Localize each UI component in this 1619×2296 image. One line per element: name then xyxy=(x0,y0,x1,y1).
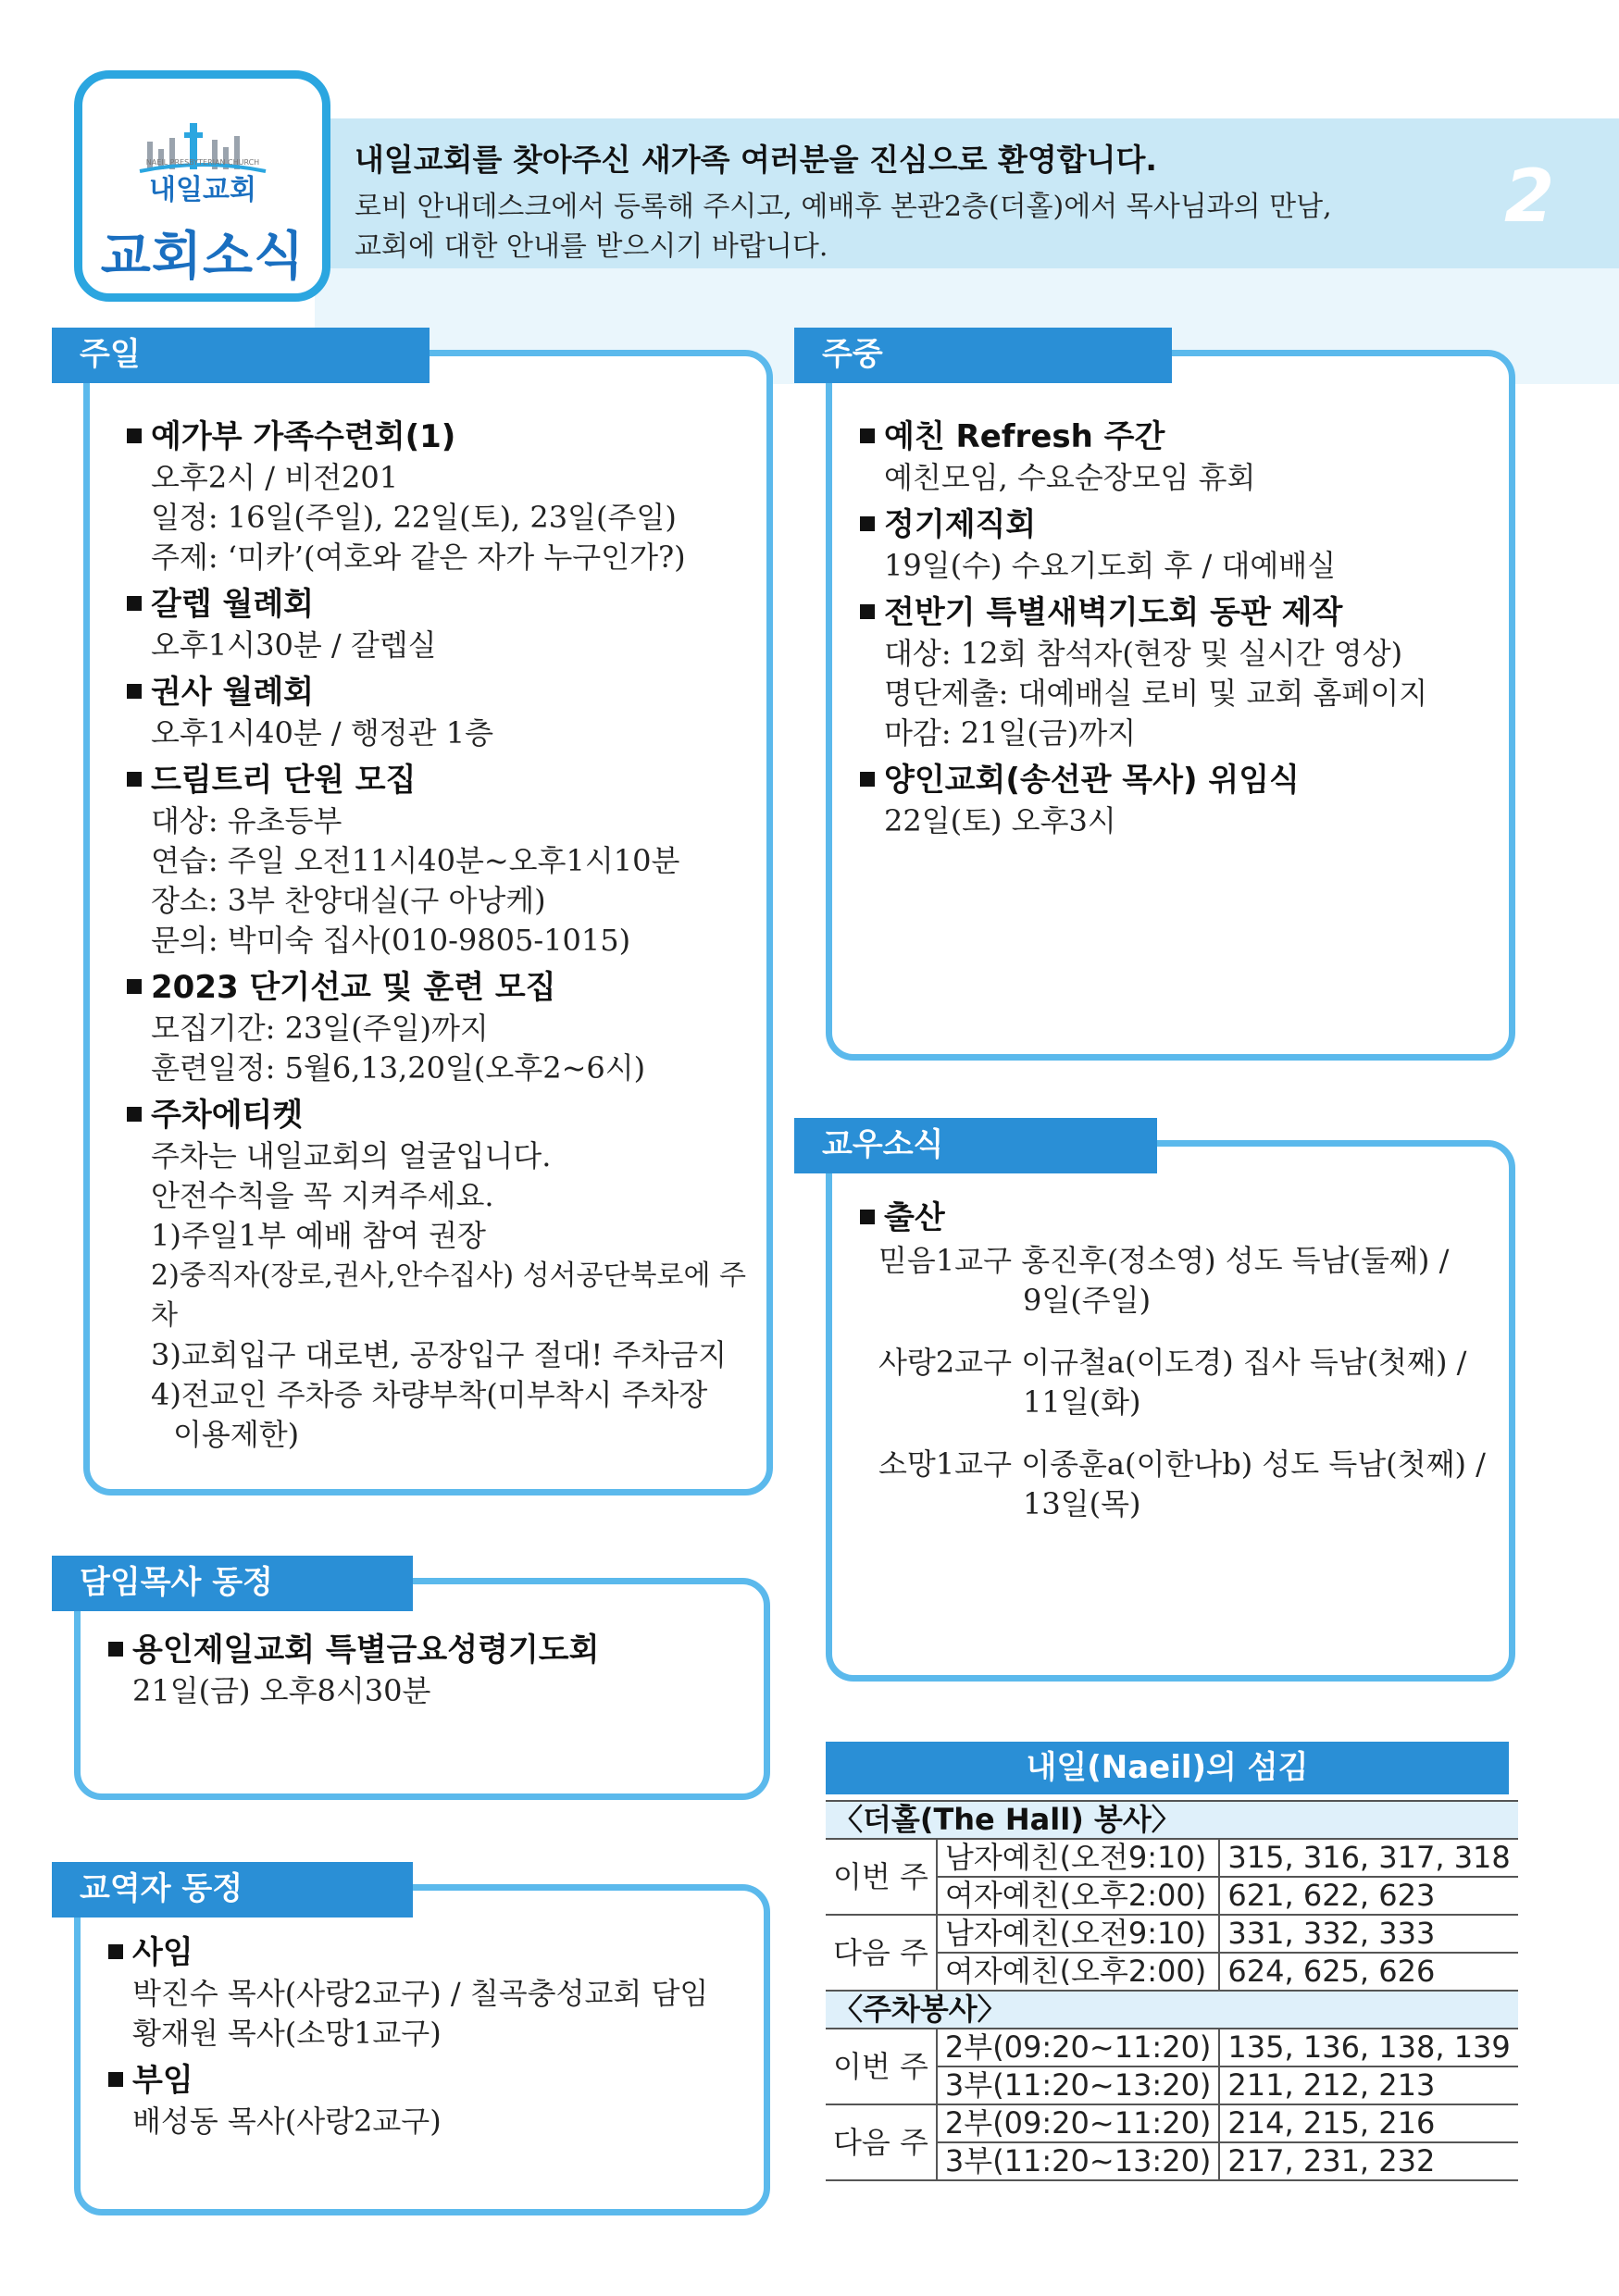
numbers-cell: 315, 316, 317, 318 xyxy=(1219,1839,1517,1877)
item-title: 갈렙 월례회 xyxy=(151,586,315,623)
staff-list xyxy=(108,1926,756,2141)
item-line: 이용제한) xyxy=(173,1417,300,1452)
numbers-cell: 624, 625, 626 xyxy=(1219,1953,1517,1991)
item-line: 훈련일정: 5월6,13,20일(오후2~6시) xyxy=(151,1050,646,1086)
item-line: 일정: 16일(주일), 22일(토), 23일(주일) xyxy=(151,500,677,535)
item-title: 예가부 가족수련회(1) xyxy=(151,418,456,455)
welcome-text-1: 로비 안내데스크에서 등록해 주시고, 예배후 본관2층(더홀)에서 목사님과의 만남, xyxy=(355,191,1332,223)
item-title: 주차에티켓 xyxy=(151,1097,304,1134)
slot-cell: 여자예친(오후2:00) xyxy=(937,1953,1220,1991)
tab-weekday: 주중 xyxy=(794,328,1172,383)
list-item xyxy=(860,503,1499,586)
welcome-heading: 내일교회를 찾아주신 새가족 여러분을 진심으로 환영합니다. xyxy=(355,142,1157,178)
list-item xyxy=(127,416,756,577)
slot-cell: 3부(11:20~13:20) xyxy=(937,2066,1220,2104)
slot-cell: 남자예친(오전9:10) xyxy=(937,1915,1220,1953)
sunday-list xyxy=(127,410,756,1455)
item-line: 4)전교인 주차증 차량부착(미부착시 주차장 xyxy=(151,1377,708,1412)
item-line: 명단제출: 대예배실 로비 및 교회 홈페이지 xyxy=(884,676,1428,711)
table-row xyxy=(826,1801,1518,1839)
item-title: 정기제직회 xyxy=(884,506,1037,543)
numbers-cell: 621, 622, 623 xyxy=(1219,1877,1517,1915)
item-title: 양인교회(송선관 목사) 위임식 xyxy=(884,762,1300,799)
birth-text: 이종훈a(이한나b) 성도 득남(첫째) / xyxy=(1021,1446,1486,1482)
hall-service-label: 〈더홀(The Hall) 봉사〉 xyxy=(826,1801,1518,1839)
list-item xyxy=(860,416,1499,498)
week-cell: 이번 주 xyxy=(826,1839,937,1915)
table-row xyxy=(826,1839,1518,1877)
week-cell: 이번 주 xyxy=(826,2029,937,2104)
item-title: 부임 xyxy=(132,2062,193,2099)
logo-name: 내일교회 xyxy=(149,174,256,206)
numbers-cell: 331, 332, 333 xyxy=(1219,1915,1517,1953)
page-title: 교회소식 xyxy=(100,227,305,287)
staff-box xyxy=(74,1884,770,2215)
district: 소망1교구 xyxy=(878,1446,1013,1482)
numbers-cell: 135, 136, 138, 139 xyxy=(1219,2029,1517,2066)
table-row xyxy=(826,1915,1518,1953)
item-title: 용인제일교회 특별금요성령기도회 xyxy=(132,1632,600,1669)
tab-staff: 교역자 동정 xyxy=(52,1862,413,1917)
item-title: 출산 xyxy=(884,1199,945,1236)
list-item xyxy=(127,759,756,961)
list-item xyxy=(127,1094,756,1455)
birth-text: 이규철a(이도경) 집사 득남(첫째) / xyxy=(1021,1345,1467,1380)
item-title: 예친 Refresh 주간 xyxy=(884,418,1165,455)
logo-subtitle: NAEIL PRESBYTERIAN CHURCH xyxy=(145,158,260,167)
pastor-box xyxy=(74,1578,770,1800)
item-line: 마감: 21일(금)까지 xyxy=(884,715,1137,751)
week-cell: 다음 주 xyxy=(826,1915,937,1991)
members-list xyxy=(860,1191,1499,1524)
list-item xyxy=(860,1445,1499,1524)
item-line: 문의: 박미숙 집사(010-9805-1015) xyxy=(151,923,631,958)
item-line: 대상: 유초등부 xyxy=(151,803,342,838)
item-line: 1)주일1부 예배 참여 권장 xyxy=(151,1218,486,1253)
item-line: 2)중직자(장로,권사,안수집사) 성서공단북로에 주차 xyxy=(151,1260,746,1332)
district: 사랑2교구 xyxy=(878,1345,1013,1380)
item-line: 22일(토) 오후3시 xyxy=(884,803,1116,838)
list-item xyxy=(860,1343,1499,1422)
item-line: 오후1시30분 / 갈렙실 xyxy=(151,627,437,663)
item-title: 권사 월례회 xyxy=(151,674,315,711)
item-title: 사임 xyxy=(132,1934,193,1971)
tab-sunday: 주일 xyxy=(52,328,430,383)
week-cell: 다음 주 xyxy=(826,2104,937,2180)
item-line: 황재원 목사(소망1교구) xyxy=(132,2016,442,2051)
list-item xyxy=(860,591,1499,753)
item-line: 21일(금) 오후8시30분 xyxy=(132,1673,431,1708)
table-row xyxy=(826,2104,1518,2142)
numbers-cell: 211, 212, 213 xyxy=(1219,2066,1517,2104)
members-box xyxy=(826,1140,1515,1682)
item-line: 오후1시40분 / 행정관 1층 xyxy=(151,715,494,751)
list-item xyxy=(108,1931,756,2054)
tab-pastor: 담임목사 동정 xyxy=(52,1556,413,1611)
list-item xyxy=(127,671,756,753)
item-title: 전반기 특별새벽기도회 동판 제작 xyxy=(884,594,1343,631)
item-line: 장소: 3부 찬양대실(구 아낭케) xyxy=(151,883,546,918)
birth-date: 11일(화) xyxy=(1023,1384,1141,1420)
welcome-text-2: 교회에 대한 안내를 받으시기 바랍니다. xyxy=(355,230,828,263)
item-line: 오후2시 / 비전201 xyxy=(151,460,399,495)
birth-text: 홍진후(정소영) 성도 득남(둘째) / xyxy=(1021,1243,1450,1278)
list-item xyxy=(108,2059,756,2141)
list-item xyxy=(860,1241,1499,1321)
sunday-box xyxy=(83,350,773,1496)
list-item xyxy=(127,583,756,665)
numbers-cell: 217, 231, 232 xyxy=(1219,2142,1517,2180)
parking-service-label: 〈주차봉사〉 xyxy=(826,1991,1518,2029)
item-line: 주제: ‘미카’(여호와 같은 자가 누구인가?) xyxy=(151,540,686,575)
birth-date: 13일(목) xyxy=(1023,1486,1141,1521)
item-title: 2023 단기선교 및 훈련 모집 xyxy=(151,969,556,1006)
table-row xyxy=(826,1991,1518,2029)
slot-cell: 3부(11:20~13:20) xyxy=(937,2142,1220,2180)
slot-cell: 2부(09:20~11:20) xyxy=(937,2104,1220,2142)
birth-date: 9일(주일) xyxy=(1023,1283,1152,1318)
item-line: 예친모임, 수요순장모임 휴회 xyxy=(884,460,1256,495)
item-line: 배성동 목사(사랑2교구) xyxy=(132,2104,442,2139)
item-line: 19일(수) 수요기도회 후 / 대예배실 xyxy=(884,548,1337,583)
item-title: 드림트리 단원 모집 xyxy=(151,762,417,799)
item-line: 주차는 내일교회의 얼굴입니다. xyxy=(151,1138,552,1173)
tab-members: 교우소식 xyxy=(794,1118,1157,1173)
pastor-list xyxy=(108,1623,747,1711)
item-line: 모집기간: 23일(주일)까지 xyxy=(151,1011,489,1046)
slot-cell: 여자예친(오후2:00) xyxy=(937,1877,1220,1915)
page-number: 2 xyxy=(1504,155,1555,239)
item-line: 연습: 주일 오전11시40분~오후1시10분 xyxy=(151,843,680,878)
item-line: 3)교회입구 대로변, 공장입구 절대! 주차금지 xyxy=(151,1337,728,1372)
logo-box xyxy=(74,70,330,302)
list-item xyxy=(127,966,756,1088)
slot-cell: 2부(09:20~11:20) xyxy=(937,2029,1220,2066)
service-title: 내일(Naeil)의 섬김 xyxy=(826,1742,1509,1794)
weekday-box xyxy=(826,350,1515,1061)
item-line: 박진수 목사(사랑2교구) / 칠곡충성교회 담임 xyxy=(132,1976,709,2011)
service-table xyxy=(826,1800,1518,2181)
weekday-list xyxy=(860,410,1499,841)
numbers-cell: 214, 215, 216 xyxy=(1219,2104,1517,2142)
item-line: 대상: 12회 참석자(현장 및 실시간 영상) xyxy=(884,636,1403,671)
district: 믿음1교구 xyxy=(878,1243,1013,1278)
slot-cell: 남자예친(오전9:10) xyxy=(937,1839,1220,1877)
item-line: 안전수칙을 꼭 지켜주세요. xyxy=(151,1178,494,1213)
table-row xyxy=(826,2029,1518,2066)
list-item xyxy=(860,759,1499,841)
